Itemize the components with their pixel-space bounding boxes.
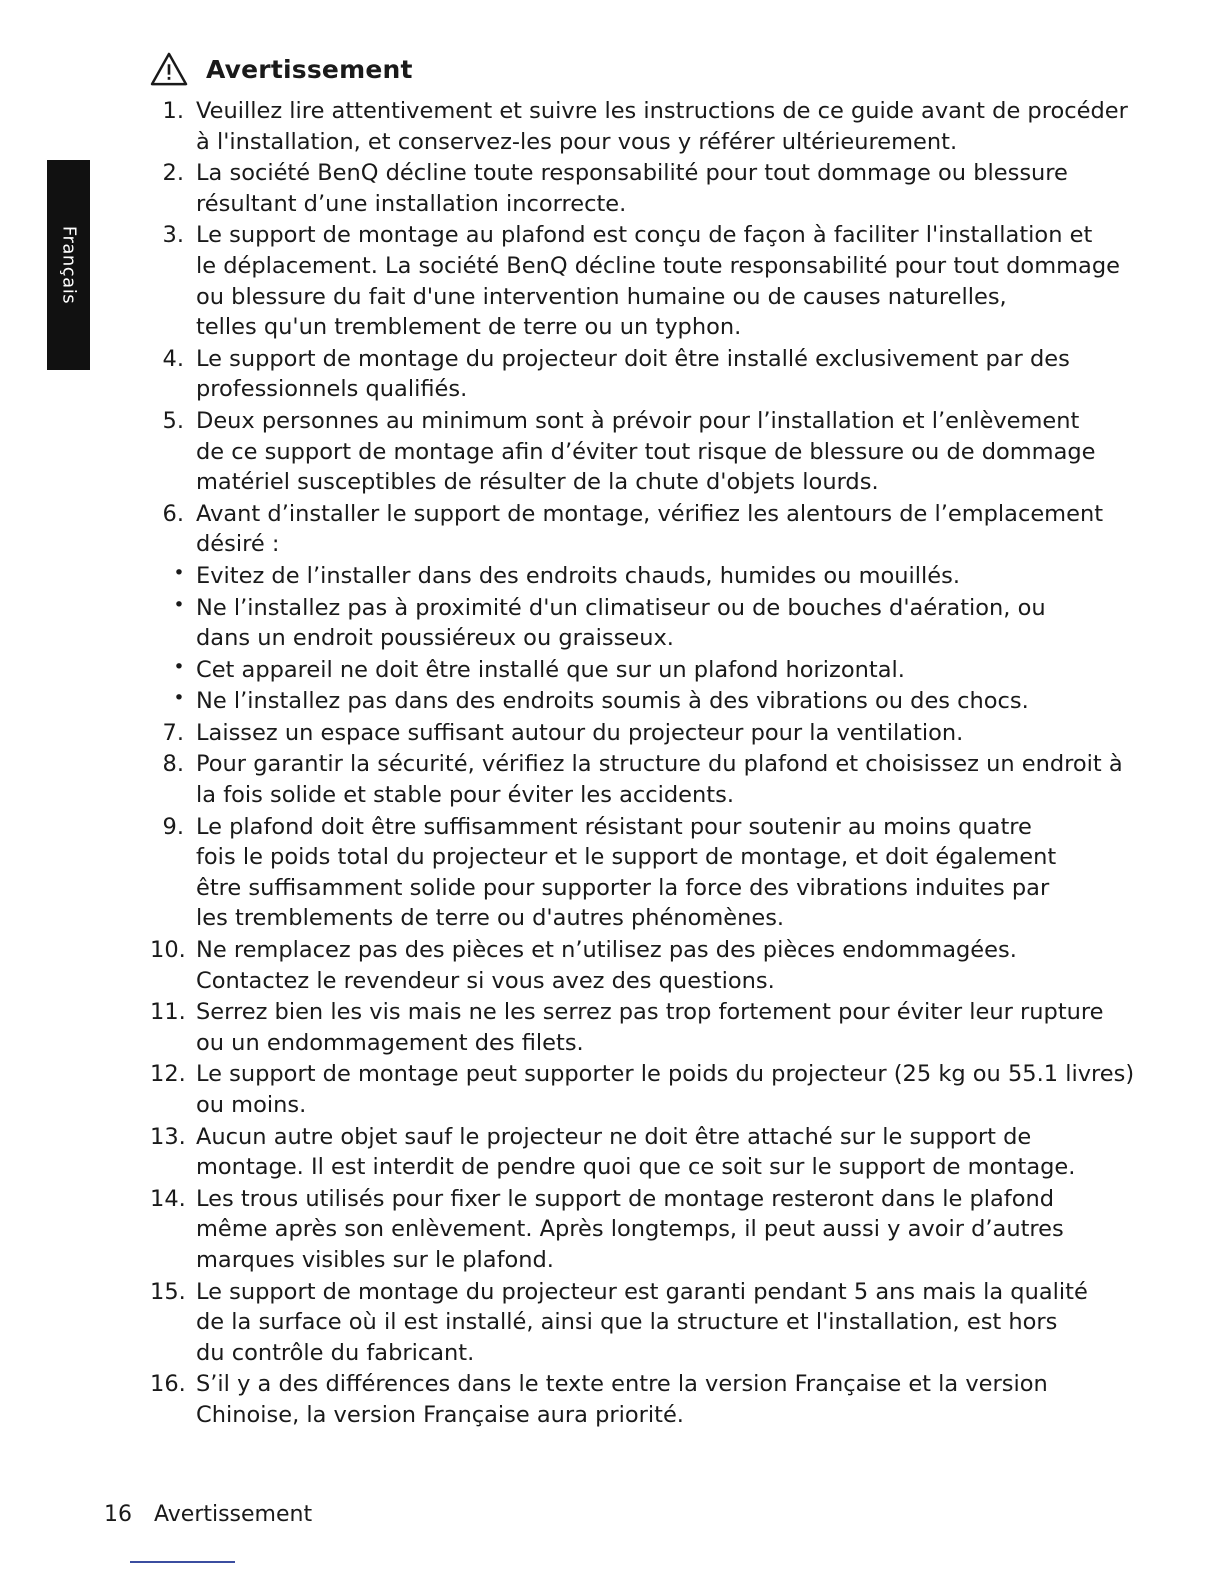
warning-header (150, 52, 1140, 86)
list-item-marker: • (173, 655, 185, 678)
list-item-line: matériel susceptibles de résulter de la chute d'objets lourds. (196, 469, 879, 496)
list-item-text (196, 1122, 1140, 1183)
list-item (150, 718, 1140, 749)
list-item-text (196, 158, 1140, 219)
list-item-line: montage. Il est interdit de pendre quoi que ce soit sur le support de montage. (196, 1154, 1076, 1181)
list-item-marker: 16. (150, 1371, 186, 1398)
footer-page-number: 16 (104, 1502, 132, 1527)
list-item-line: Aucun autre objet sauf le projecteur ne doit être attaché sur le support de (196, 1123, 1032, 1150)
list-item-text (196, 749, 1140, 810)
footer-chapter-title: Avertissement (154, 1502, 313, 1527)
list-item (150, 935, 1140, 996)
list-item-marker: 6. (162, 500, 184, 527)
list-item-line: du contrôle du fabricant. (196, 1339, 475, 1366)
list-item-line: Ne remplacez pas des pièces et n’utilisez pas des pièces endommagées. (196, 937, 1017, 964)
list-item (150, 1369, 1140, 1430)
list-item-line: être suffisamment solide pour supporter la force des vibrations induites par (196, 874, 1050, 901)
list-item-text (196, 344, 1140, 405)
list-item-line: S’il y a des différences dans le texte entre la version Française et la version (196, 1371, 1048, 1398)
list-item (150, 749, 1140, 810)
list-item-marker: 8. (162, 751, 184, 778)
list-item-marker: 5. (162, 407, 184, 434)
list-item-line: Laissez un espace suffisant autour du projecteur pour la ventilation. (196, 719, 964, 746)
list-item (150, 406, 1140, 498)
list-item-text (196, 499, 1140, 560)
list-item-line: Veuillez lire attentivement et suivre les instructions de ce guide avant de procéder (196, 98, 1128, 124)
list-item-line: Le support de montage du projecteur est garanti pendant 5 ans mais la qualité (196, 1278, 1088, 1305)
list-item-bullet (150, 593, 1140, 654)
list-item-line: même après son enlèvement. Après longtemps, il peut aussi y avoir d’autres (196, 1216, 1064, 1243)
list-item-line: Chinoise, la version Française aura priorité. (196, 1401, 684, 1428)
list-item (150, 1184, 1140, 1276)
list-item-bullet (150, 561, 1140, 592)
language-tab-label: Français (58, 225, 79, 305)
list-item-text (196, 935, 1140, 996)
list-item-marker: • (173, 561, 185, 584)
list-item-marker: • (173, 687, 185, 710)
warning-title: Avertissement (206, 54, 413, 84)
list-item-line: Le support de montage peut supporter le poids du projecteur (25 kg ou 55.1 livres) (196, 1061, 1135, 1088)
list-item-line: de ce support de montage afin d’éviter tout risque de blessure ou de dommage (196, 438, 1096, 465)
list-item-line: Serrez bien les vis mais ne les serrez pas trop fortement pour éviter leur rupture (196, 999, 1104, 1026)
list-item (150, 96, 1140, 157)
list-item-line: ou moins. (196, 1092, 307, 1118)
list-item-line: Les trous utilisés pour fixer le support de montage resteront dans le plafond (196, 1185, 1054, 1212)
list-item-marker: 14. (150, 1185, 186, 1212)
list-item (150, 499, 1140, 560)
list-item (150, 997, 1140, 1058)
list-item-line: Contactez le revendeur si vous avez des questions. (196, 967, 775, 994)
list-item-text (196, 593, 1140, 654)
list-item-line: Ne l’installez pas dans des endroits soumis à des vibrations ou des chocs. (196, 688, 1029, 715)
list-item-text (196, 561, 1140, 592)
page-footer (104, 1502, 312, 1527)
list-item-text (196, 406, 1140, 498)
list-item-line: Evitez de l’installer dans des endroits chauds, humides ou mouillés. (196, 562, 961, 589)
list-item-line: à l'installation, et conservez-les pour vous y référer ultérieurement. (196, 128, 958, 155)
list-item-text (196, 686, 1140, 717)
list-item-line: Pour garantir la sécurité, vérifiez la structure du plafond et choisissez un endroit à (196, 751, 1123, 778)
list-item-text (196, 812, 1140, 934)
list-item-line: les tremblements de terre ou d'autres phénomènes. (196, 905, 785, 932)
list-item-marker: 9. (162, 813, 184, 840)
list-item-marker: 7. (162, 719, 184, 746)
list-item-line: le déplacement. La société BenQ décline toute responsabilité pour tout dommage (196, 252, 1120, 279)
list-item-marker: 1. (162, 98, 184, 124)
list-item-marker: 2. (162, 160, 184, 187)
list-item-text (196, 718, 1140, 749)
list-item-line: ou blessure du fait d'une intervention humaine ou de causes naturelles, (196, 283, 1007, 310)
list-item-bullet (150, 686, 1140, 717)
page-content (150, 52, 1140, 1432)
list-item-marker: 13. (150, 1123, 186, 1150)
list-item-line: la fois solide et stable pour éviter les accidents. (196, 782, 734, 809)
list-item-text (196, 1369, 1140, 1430)
list-item-marker: 10. (150, 937, 186, 964)
list-item (150, 344, 1140, 405)
list-item-marker: • (173, 593, 185, 616)
list-item-line: désiré : (196, 531, 280, 558)
list-item (150, 1059, 1140, 1120)
list-item-marker: 15. (150, 1278, 186, 1305)
list-item-line: Avant d’installer le support de montage, vérifiez les alentours de l’emplacement (196, 500, 1104, 527)
list-item-text (196, 220, 1140, 342)
list-item (150, 1122, 1140, 1183)
list-item-line: telles qu'un tremblement de terre ou un typhon. (196, 314, 742, 341)
list-item-line: Le support de montage du projecteur doit être installé exclusivement par des (196, 345, 1070, 372)
list-item-line: marques visibles sur le plafond. (196, 1246, 554, 1273)
list-item-text (196, 655, 1140, 686)
list-item-text (196, 1059, 1140, 1120)
list-item-line: Le support de montage au plafond est conçu de façon à faciliter l'installation et (196, 222, 1093, 249)
list-item-line: Deux personnes au minimum sont à prévoir pour l’installation et l’enlèvement (196, 407, 1080, 434)
list-item-marker: 3. (162, 222, 184, 249)
list-item-line: professionnels qualifiés. (196, 376, 468, 403)
list-item-marker: 12. (150, 1061, 186, 1088)
list-item-line: résultant d’une installation incorrecte. (196, 190, 627, 217)
list-item-text (196, 1277, 1140, 1369)
list-item-line: ou un endommagement des filets. (196, 1029, 584, 1056)
list-item-text (196, 96, 1140, 157)
footer-rule (130, 1561, 235, 1563)
list-item-line: Le plafond doit être suffisamment résistant pour soutenir au moins quatre (196, 813, 1032, 840)
list-item (150, 812, 1140, 934)
list-item-line: Ne l’installez pas à proximité d'un climatiseur ou de bouches d'aération, ou (196, 594, 1046, 621)
list-item (150, 220, 1140, 342)
list-item-line: Cet appareil ne doit être installé que sur un plafond horizontal. (196, 656, 905, 683)
list-item (150, 158, 1140, 219)
list-item (150, 1277, 1140, 1369)
list-item-line: dans un endroit poussiéreux ou graisseux. (196, 625, 674, 652)
list-item-marker: 4. (162, 345, 184, 372)
warning-triangle-icon (150, 52, 188, 86)
warning-list (150, 96, 1140, 1431)
language-tab (47, 160, 90, 370)
list-item-line: fois le poids total du projecteur et le support de montage, et doit également (196, 844, 1057, 871)
list-item-line: de la surface où il est installé, ainsi que la structure et l'installation, est hors (196, 1309, 1058, 1336)
list-item-line: La société BenQ décline toute responsabilité pour tout dommage ou blessure (196, 160, 1068, 187)
list-item-text (196, 1184, 1140, 1276)
list-item-marker: 11. (150, 999, 186, 1026)
list-item-text (196, 997, 1140, 1058)
list-item-bullet (150, 655, 1140, 686)
